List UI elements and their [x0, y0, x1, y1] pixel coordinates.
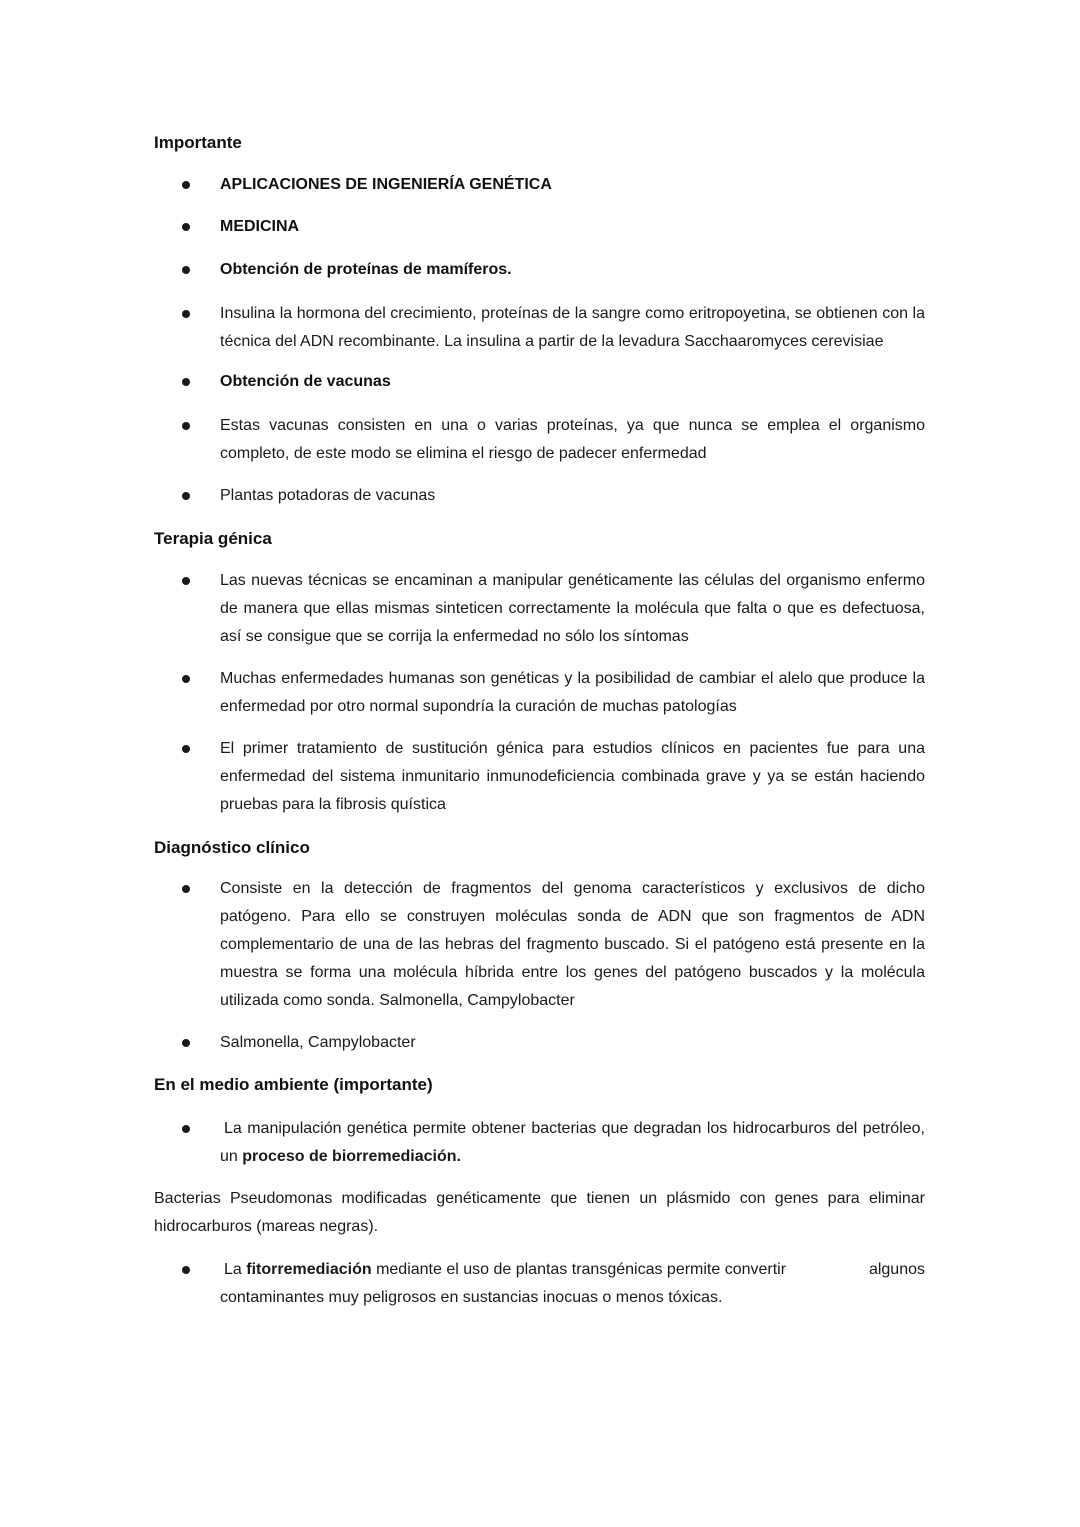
list-item-insulina: Insulina la hormona del crecimiento, proteínas de la sangre como eritropoyetina, se obtienen con la técnica del ADN recombinante. La insulina a partir de la levadura Sacchaaromyces cerevisiae [220, 305, 925, 350]
fitorremediacion-pre: La [224, 1261, 242, 1278]
bullet-icon [182, 422, 190, 430]
list-item-enfermedades-geneticas: Muchas enfermedades humanas son genéticas y la posibilidad de cambiar el alelo que produce la enfermedad por otro normal supondría la curación de muchas patologías [220, 670, 925, 715]
bullet-icon [182, 378, 190, 386]
heading-terapia-genica: Terapia génica [154, 529, 272, 548]
list-item-proteinas-mamiferos: Obtención de proteínas de mamíferos. [220, 261, 512, 278]
bullet-icon [182, 181, 190, 189]
fitorremediacion-line-2: contaminantes muy peligrosos en sustancias inocuas o menos tóxicas. [220, 1289, 723, 1306]
list-item-vacunas: Obtención de vacunas [220, 373, 391, 390]
list-item-biorremediacion [220, 1115, 925, 1171]
bullet-icon [182, 1266, 190, 1274]
bullet-icon [182, 745, 190, 753]
heading-diagnostico-clinico: Diagnóstico clínico [154, 838, 310, 857]
list-item-medicina: MEDICINA [220, 218, 300, 235]
bullet-icon [182, 266, 190, 274]
list-item-aplicaciones: APLICACIONES DE INGENIERÍA GENÉTICA [220, 176, 552, 193]
bullet-icon [182, 577, 190, 585]
bullet-icon [182, 310, 190, 318]
fitorremediacion-end-word: algunos [868, 1261, 925, 1278]
bullet-icon [182, 1125, 190, 1133]
fitorremediacion-bold: fitorremediación [246, 1261, 372, 1278]
paragraph-pseudomonas: Bacterias Pseudomonas modificadas genéticamente que tienen un plásmido con genes para eliminar hidrocarburos (mareas negras). [154, 1190, 925, 1235]
bullet-icon [182, 223, 190, 231]
bullet-icon [182, 492, 190, 500]
heading-importante: Importante [154, 133, 242, 152]
biorremediacion-bold: proceso de biorremediación. [242, 1148, 461, 1165]
list-item-nuevas-tecnicas: Las nuevas técnicas se encaminan a manipular genéticamente las células del organismo enfermo de manera que ellas mismas sinteticen correctamente la molécula que falta o que es defectuosa, así se consigue que se corrija la enfermedad no sólo los síntomas [220, 572, 925, 645]
bullet-icon [182, 885, 190, 893]
list-item-salmonella: Salmonella, Campylobacter [220, 1034, 416, 1051]
list-item-primer-tratamiento: El primer tratamiento de sustitución génica para estudios clínicos en pacientes fue para una enfermedad del sistema inmunitario inmunodeficiencia combinada grave y ya se están haciendo pruebas para la fibrosis quística [220, 740, 925, 813]
heading-medio-ambiente: En el medio ambiente (importante) [154, 1075, 433, 1094]
bullet-icon [182, 675, 190, 683]
list-item-plantas-vacunas: Plantas potadoras de vacunas [220, 487, 436, 504]
fitorremediacion-line-1 [220, 1256, 925, 1284]
biorremediacion-text: La manipulación genética permite obtener bacterias que degradan los hidrocarburos del petróleo, un [220, 1120, 925, 1165]
list-item-deteccion-fragmentos: Consiste en la detección de fragmentos del genoma característicos y exclusivos de dicho patógeno. Para ello se construyen moléculas sonda de ADN que son fragmentos de ADN complementario de una de las hebras del fragmento buscado. Si el patógeno está presente en la muestra se forma una molécula híbrida entre los genes del patógeno buscados y la molécula utilizada como sonda. Salmonella, Campylobacter [220, 880, 925, 1009]
fitorremediacion-mid: mediante el uso de plantas transgénicas permite convertir [376, 1261, 787, 1278]
list-item-vacunas-proteinas: Estas vacunas consisten en una o varias proteínas, ya que nunca se emplea el organismo completo, de este modo se elimina el riesgo de padecer enfermedad [220, 417, 925, 462]
bullet-icon [182, 1039, 190, 1047]
list-item-fitorremediacion [220, 1256, 925, 1312]
